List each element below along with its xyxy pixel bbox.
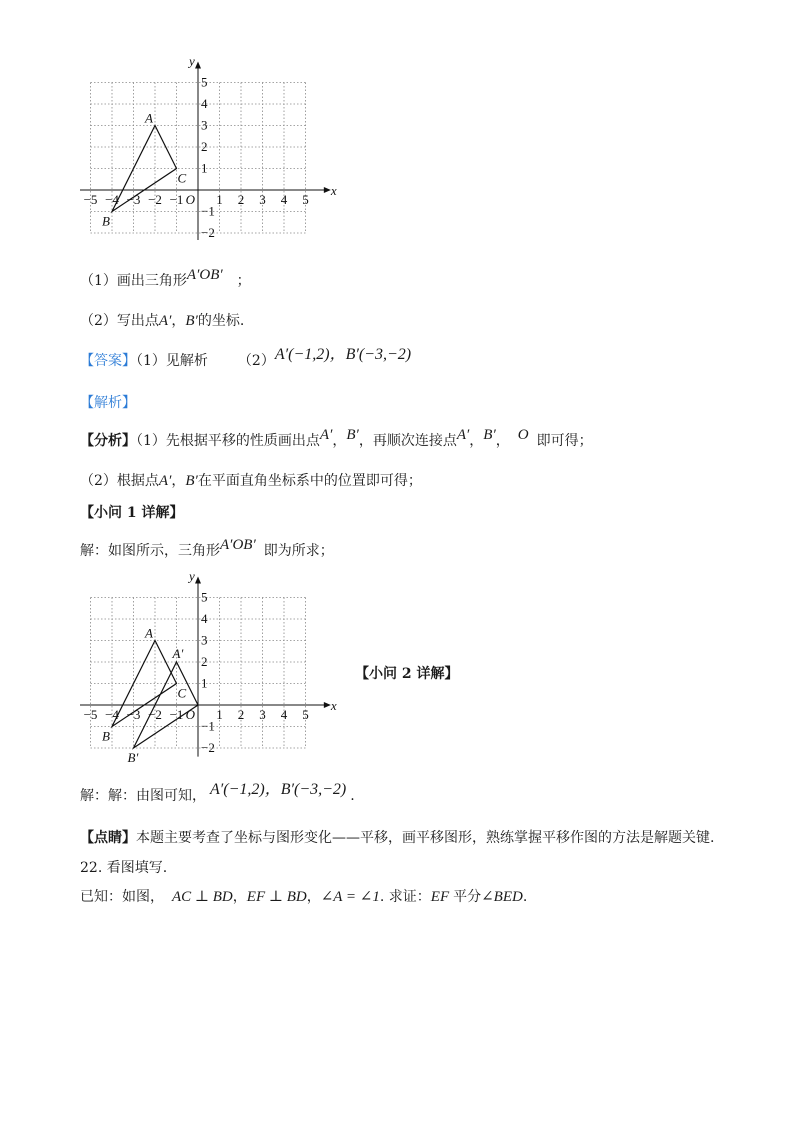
solution-2: 解：解：由图可知， A′(−1,2)，B′(−3,−2) . [80,781,355,804]
point-label-a-prime: A′ [172,646,184,661]
fenxi-line-2: （2）根据点A′，B′在平面直角坐标系中的位置即可得； [80,473,422,489]
x-axis-arrow [324,702,331,708]
x-axis-arrow [324,187,331,193]
y-tick-label: −2 [201,225,215,240]
x-tick-label: −4 [105,707,119,722]
x-tick-label: −3 [126,707,141,722]
x-tick-label: 5 [302,192,309,207]
y-tick-label: 1 [201,160,208,176]
x-tick-label: 4 [280,707,288,722]
point-label-a: A [145,110,153,126]
x-tick-label: 1 [216,192,223,207]
x-axis-label: x [330,183,337,198]
point-label-b: B [102,728,110,744]
sub1-title: 【小问 1 详解】 [80,505,184,521]
answer-tag: 【答案】 [80,353,136,369]
y-tick-label: 4 [201,611,208,626]
x-tick-label: 3 [259,707,266,722]
origin-label: O [185,707,195,722]
y-axis-arrow [195,61,201,68]
origin-label: O [185,192,195,207]
answer-line: 【答案】（1）见解析 （2）A′(−1,2)，B′(−3,−2) [80,346,412,369]
coordinate-figure-2 [80,573,340,773]
y-tick-label: 2 [201,654,208,669]
given-statement: 已知：如图， AC ⊥ BD，EF ⊥ BD，∠A = ∠1. 求证：EF 平分∠BED. [80,889,528,905]
question-2: （2）写出点A′，B′的坐标. [80,313,245,329]
point-label-c: C [177,685,187,701]
question-22-title: 22. 看图填写. [80,860,168,876]
x-tick-label: −3 [126,192,141,207]
point-label-b-prime: B′ [127,750,139,765]
point-label-a: A [145,625,153,641]
x-tick-label: 2 [237,192,245,207]
fenxi-line-1: 【分析】（1）先根据平移的性质画出点A′，B′，再顺次连接点A′，B′， O 即可得； [80,427,593,449]
y-axis-label: y [189,55,195,69]
coordinate-figure-1 [80,55,340,240]
dianjing: 【点睛】本题主要考查了坐标与图形变化——平移，画平移图形，熟练掌握平移作图的方法是解题关键. [80,830,715,846]
sub2-title: 【小问 2 详解】 [355,666,459,682]
x-tick-label: −2 [148,707,162,722]
point-label-b: B [102,213,110,229]
x-tick-label: −5 [83,192,98,207]
y-tick-label: 3 [201,632,208,648]
analysis-tag: 【解析】 [80,395,136,411]
y-tick-label: 2 [201,139,208,154]
y-tick-label: −1 [201,718,215,734]
point-label-c: C [177,170,187,186]
x-tick-label: 5 [302,707,309,722]
x-tick-label: −4 [105,192,119,207]
solution-1: 解：如图所示，三角形A′OB′ 即为所求； [80,537,334,559]
y-tick-label: 5 [201,74,208,90]
y-tick-label: 5 [201,589,208,605]
y-tick-label: 4 [201,96,208,111]
x-tick-label: −1 [169,707,184,722]
y-tick-label: 1 [201,675,208,691]
question-1: （1）画出三角形A′OB′ ； [80,267,251,289]
y-tick-label: −2 [201,740,215,755]
y-axis-label: y [189,573,195,584]
x-tick-label: 1 [216,707,223,722]
y-tick-label: 3 [201,117,208,133]
x-tick-label: −5 [83,707,98,722]
x-tick-label: 4 [280,192,288,207]
y-axis-arrow [195,576,201,583]
x-axis-label: x [330,698,337,713]
y-tick-label: −1 [201,203,215,219]
x-tick-label: −2 [148,192,162,207]
x-tick-label: 2 [237,707,245,722]
x-tick-label: −1 [169,192,184,207]
x-tick-label: 3 [259,192,266,207]
